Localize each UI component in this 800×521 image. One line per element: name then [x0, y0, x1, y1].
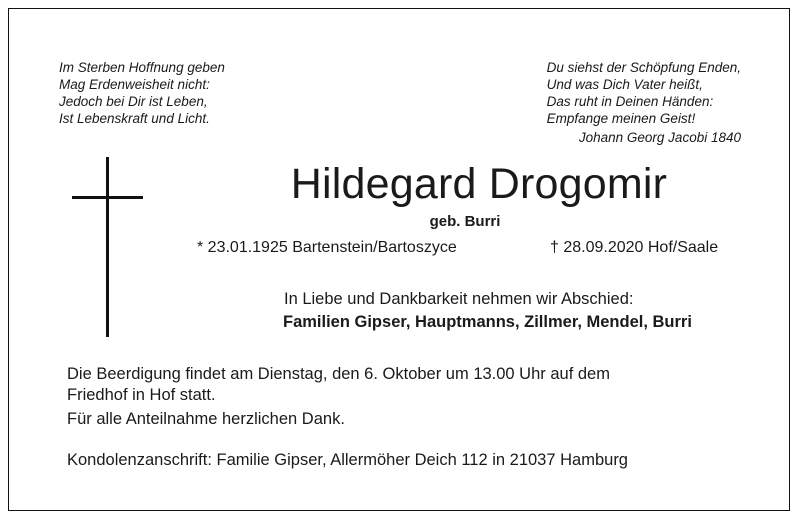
- condolence-address: Kondolenzanschrift: Familie Gipser, Allermöher Deich 112 in 21037 Hamburg: [67, 451, 628, 469]
- poem-right-line: Das ruht in Deinen Händen:: [546, 94, 714, 109]
- birth-date: * 23.01.1925 Bartenstein/Bartoszyce: [197, 239, 457, 256]
- thanks-text: Für alle Anteilnahme herzlichen Dank.: [67, 410, 345, 428]
- mourning-families: Familien Gipser, Hauptmanns, Zillmer, Mendel, Burri: [283, 313, 692, 331]
- deceased-name: Hildegard Drogomir: [290, 160, 668, 208]
- poem-right: [547, 59, 741, 146]
- funeral-info-line-2: Friedhof in Hof statt.: [67, 386, 216, 404]
- cross-vertical-bar: [106, 157, 109, 337]
- poem-left-line: Ist Lebenskraft und Licht.: [59, 111, 210, 126]
- birth-name: geb. Burri: [429, 213, 501, 230]
- funeral-info-line-1: Die Beerdigung findet am Dienstag, den 6. Oktober um 13.00 Uhr auf dem: [67, 365, 610, 383]
- obituary-frame: [8, 8, 790, 511]
- poem-left-line: Im Sterben Hoffnung geben: [59, 60, 225, 75]
- poem-left: [59, 59, 225, 127]
- poem-right-line: Empfange meinen Geist!: [546, 111, 696, 126]
- death-date: † 28.09.2020 Hof/Saale: [550, 239, 719, 256]
- poem-right-line: Und was Dich Vater heißt,: [546, 77, 703, 92]
- cross-horizontal-bar: [72, 196, 143, 199]
- farewell-intro: In Liebe und Dankbarkeit nehmen wir Abschied:: [284, 290, 634, 308]
- poem-author: Johann Georg Jacobi 1840: [578, 130, 741, 145]
- poem-left-line: Jedoch bei Dir ist Leben,: [59, 94, 208, 109]
- poem-right-line: Du siehst der Schöpfung Enden,: [546, 60, 741, 75]
- poem-left-line: Mag Erdenweisheit nicht:: [59, 77, 210, 92]
